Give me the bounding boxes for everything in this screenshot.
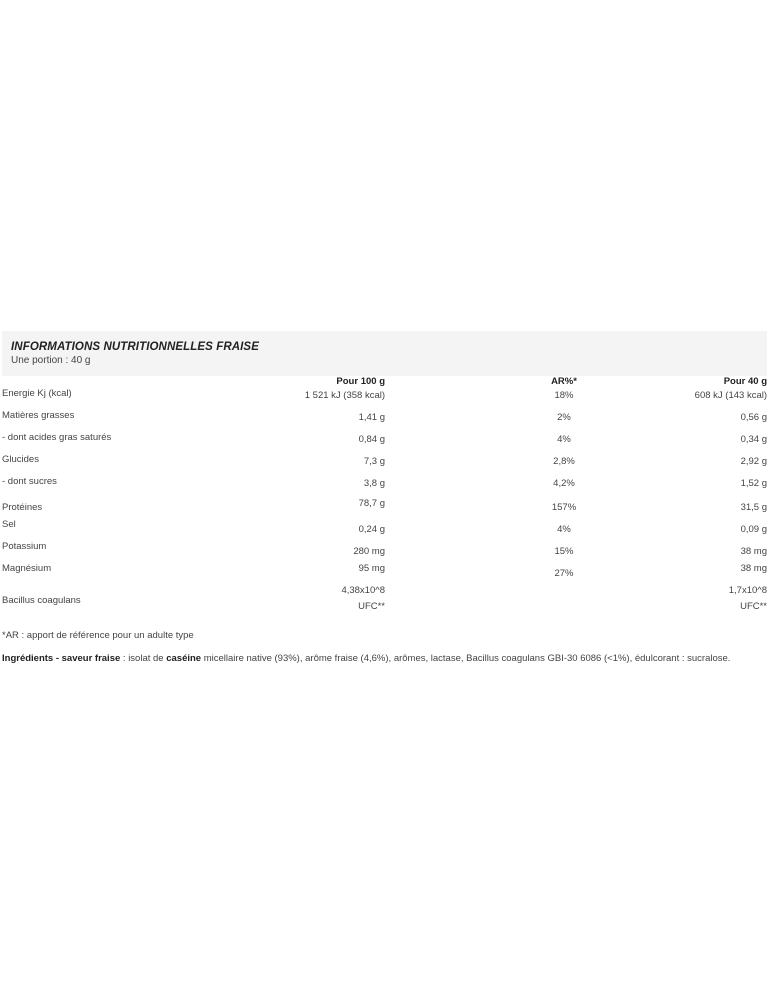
cell-fat-ar: 2% <box>557 412 571 423</box>
nutrition-panel <box>2 331 767 626</box>
cell-bacillus-per40: 1,7x10^8 <box>728 585 767 596</box>
col-header-ar: AR%* <box>551 376 577 387</box>
cell-magnesium-per100: 95 mg <box>358 563 385 574</box>
nutrition-title: INFORMATIONS NUTRITIONNELLES FRAISE <box>11 341 259 353</box>
row-label-sugars: - dont sucres <box>2 476 57 487</box>
portion-size: Une portion : 40 g <box>11 355 91 366</box>
row-label-protein: Protéines <box>2 502 43 513</box>
cell-protein-per40: 31,5 g <box>740 502 767 513</box>
ingredients-label: Ingrédients - saveur fraise <box>2 653 121 664</box>
ingredients-text-before: : isolat de <box>120 653 167 664</box>
cell-salt-ar: 4% <box>557 524 571 535</box>
nutrition-table <box>2 376 767 626</box>
cell-magnesium-ar: 27% <box>554 568 574 579</box>
cell-sugars-ar: 4,2% <box>553 478 575 489</box>
cell-protein-ar: 157% <box>551 502 577 513</box>
cell-saturated-per40: 0,34 g <box>740 434 767 445</box>
row-label-bacillus: Bacillus coagulans <box>2 595 81 606</box>
nutrition-header <box>2 331 767 376</box>
cell-saturated-ar: 4% <box>557 434 571 445</box>
cell-sugars-per100: 3,8 g <box>363 478 385 489</box>
cell-carbs-per100: 7,3 g <box>363 456 385 467</box>
ingredients-line <box>2 653 769 664</box>
cell-fat-per100: 1,41 g <box>358 412 385 423</box>
cell-bacillus-per100: 4,38x10^8 <box>341 585 385 596</box>
cell-carbs-per40: 2,92 g <box>740 456 767 467</box>
cell-bacillus-per40-unit: UFC** <box>740 601 767 612</box>
cell-potassium-per40: 38 mg <box>740 546 767 557</box>
row-label-fat: Matières grasses <box>2 410 75 421</box>
cell-salt-per40: 0,09 g <box>740 524 767 535</box>
cell-energy-per100: 1 521 kJ (358 kcal) <box>304 390 385 401</box>
cell-saturated-per100: 0,84 g <box>358 434 385 445</box>
cell-carbs-ar: 2,8% <box>553 456 575 467</box>
cell-fat-per40: 0,56 g <box>740 412 767 423</box>
ingredients-text-after: micellaire native (93%), arôme fraise (4,6%), arômes, lactase, Bacillus coagulans GBI-30 6086 (<1%), édulcorant : sucralose. <box>201 653 731 664</box>
ar-footnote: *AR : apport de référence pour un adulte type <box>2 630 194 641</box>
row-label-saturated: - dont acides gras saturés <box>2 432 112 443</box>
row-label-magnesium: Magnésium <box>2 563 52 574</box>
row-label-energy: Energie Kj (kcal) <box>2 388 72 399</box>
cell-protein-per100: 78,7 g <box>358 498 385 509</box>
cell-sugars-per40: 1,52 g <box>740 478 767 489</box>
col-header-per40: Pour 40 g <box>723 376 767 387</box>
cell-potassium-per100: 280 mg <box>353 546 385 557</box>
row-label-potassium: Potassium <box>2 541 47 552</box>
cell-potassium-ar: 15% <box>554 546 574 557</box>
cell-energy-ar: 18% <box>554 390 574 401</box>
cell-salt-per100: 0,24 g <box>358 524 385 535</box>
row-label-salt: Sel <box>2 519 16 530</box>
cell-magnesium-per40: 38 mg <box>740 563 767 574</box>
row-label-carbs: Glucides <box>2 454 39 465</box>
cell-bacillus-per100-unit: UFC** <box>358 601 385 612</box>
col-header-per100: Pour 100 g <box>336 376 385 387</box>
cell-energy-per40: 608 kJ (143 kcal) <box>694 390 767 401</box>
ingredients-bold-word: caséine <box>166 653 202 664</box>
